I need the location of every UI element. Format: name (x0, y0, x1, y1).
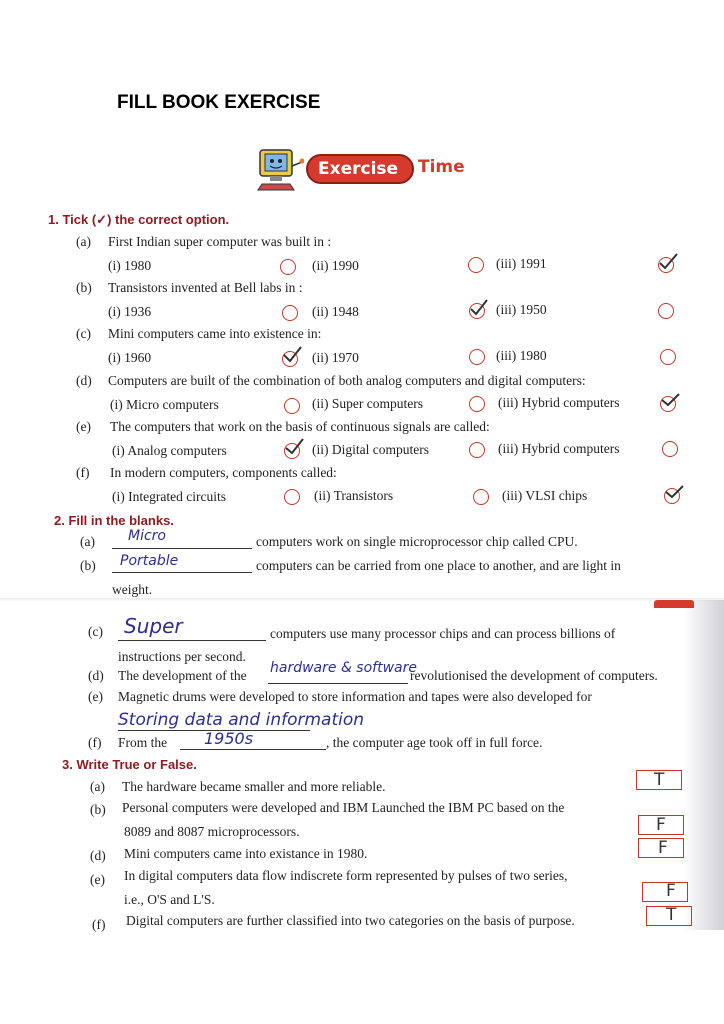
section3-heading: 3. Write True or False. (62, 757, 197, 772)
q-d-opt1: (i) Micro computers (110, 397, 219, 412)
q-b-opt2: (ii) 1948 (312, 304, 359, 319)
fill-f-text: , the computer age took off in full force. (326, 735, 543, 750)
page-fold-shadow (0, 598, 724, 602)
q-f-circle2[interactable] (473, 489, 489, 505)
q-c-circle3[interactable] (660, 349, 676, 365)
fill-a-answer: Micro (128, 528, 166, 544)
q-a-opt1: (i) 1980 (108, 258, 152, 273)
fill-d-blank[interactable] (268, 683, 408, 684)
tf-b-text2: 8089 and 8087 microprocessors. (124, 824, 300, 839)
q-b-circle3[interactable] (658, 303, 674, 319)
banner-suffix: Time (418, 157, 465, 177)
q-f-label: (f) (76, 465, 90, 480)
fill-b-text: computers can be carried from one place to another, and are light in (256, 558, 621, 573)
q-c-label: (c) (76, 326, 91, 341)
section2-heading: 2. Fill in the blanks. (54, 513, 174, 528)
q-a-text: First Indian super computer was built in : (108, 234, 332, 249)
q-d-opt3: (iii) Hybrid computers (498, 395, 620, 410)
q-e-label: (e) (76, 419, 91, 434)
tf-d-answer: F (658, 838, 668, 858)
banner-pill (306, 154, 414, 184)
q-a-opt2: (ii) 1990 (312, 258, 359, 273)
page-title: FILL BOOK EXERCISE (117, 92, 321, 113)
section1-heading: 1. Tick (✓) the correct option. (48, 212, 230, 227)
q-a-opt3: (iii) 1991 (496, 256, 547, 271)
q-b-text: Transistors invented at Bell labs in : (108, 280, 303, 295)
fill-d-text: revolutionised the development of computers. (410, 668, 658, 683)
fill-a-label: (a) (80, 534, 95, 549)
tf-e-answer: F (666, 881, 676, 901)
tf-e-text: In digital computers data flow indiscrete form represented by pulses of two series, (124, 868, 568, 883)
q-f-opt2: (ii) Transistors (314, 488, 394, 503)
tf-d-label: (d) (90, 848, 106, 863)
tf-f-answer: T (666, 905, 677, 925)
tf-a-answer: T (654, 770, 665, 790)
q-f-text: In modern computers, components called: (110, 465, 337, 480)
fill-f-label: (f) (88, 735, 102, 750)
banner-text: Exercise (318, 159, 399, 179)
page-edge-shadow (684, 600, 724, 930)
q-c-opt3: (iii) 1980 (496, 348, 547, 363)
fill-f-blank[interactable] (180, 749, 326, 750)
q-a-label: (a) (76, 234, 91, 249)
q-a-circle2[interactable] (468, 257, 484, 273)
tf-a-label: (a) (90, 779, 105, 794)
fill-f-pre: From the (118, 735, 168, 750)
q-e-circle2[interactable] (469, 442, 485, 458)
q-e-text: The computers that work on the basis of continuous signals are called: (110, 419, 490, 434)
q-a-circle1[interactable] (280, 259, 296, 275)
q-d-opt2: (ii) Super computers (312, 396, 423, 411)
tf-a-text: The hardware became smaller and more reliable. (122, 779, 386, 794)
tf-e-label: (e) (90, 872, 105, 887)
q-d-circle1[interactable] (284, 398, 300, 414)
check-mark-icon (664, 482, 684, 502)
fill-d-label: (d) (88, 668, 104, 683)
tf-e-box[interactable] (642, 882, 688, 902)
fill-b-label: (b) (80, 558, 96, 573)
fill-c-text2: instructions per second. (118, 649, 246, 664)
red-tab-marker (654, 600, 694, 608)
q-e-circle3[interactable] (662, 441, 678, 457)
check-mark-icon (468, 298, 488, 318)
fill-e-label: (e) (88, 689, 103, 704)
q-c-opt1: (i) 1960 (108, 350, 152, 365)
fill-a-blank[interactable] (112, 548, 252, 549)
fill-b-answer: Portable (120, 553, 179, 569)
fill-c-blank[interactable] (118, 640, 266, 641)
q-f-opt1: (i) Integrated circuits (112, 489, 226, 504)
fill-b-text2: weight. (112, 582, 153, 597)
check-mark-icon (282, 345, 302, 365)
tf-e-text2: i.e., O'S and L'S. (124, 892, 215, 907)
check-mark-icon (658, 252, 678, 272)
tf-b-answer: F (656, 815, 666, 835)
exercise-banner (254, 146, 474, 192)
q-e-opt3: (iii) Hybrid computers (498, 441, 620, 456)
q-c-opt2: (ii) 1970 (312, 350, 359, 365)
q-e-opt2: (ii) Digital computers (312, 442, 429, 457)
tf-b-label: (b) (90, 802, 106, 817)
fill-e-answer: Storing data and information (118, 710, 365, 730)
q-b-opt1: (i) 1936 (108, 304, 152, 319)
check-mark-icon (660, 390, 680, 410)
q-f-circle1[interactable] (284, 489, 300, 505)
fill-d-answer: hardware & software (270, 660, 417, 676)
fill-f-answer: 1950s (204, 729, 254, 748)
q-b-opt3: (iii) 1950 (496, 302, 547, 317)
q-b-circle1[interactable] (282, 305, 298, 321)
q-e-opt1: (i) Analog computers (112, 443, 227, 458)
fill-a-text: computers work on single microprocessor chip called CPU. (256, 534, 578, 549)
q-d-text: Computers are built of the combination of both analog computers and digital computers: (108, 373, 586, 388)
fill-c-label: (c) (88, 624, 103, 639)
tf-b-text: Personal computers were developed and IBM Launched the IBM PC based on the (122, 800, 565, 815)
tf-f-label: (f) (92, 917, 106, 932)
tf-d-text: Mini computers came into existance in 1980. (124, 846, 368, 861)
q-c-circle2[interactable] (469, 349, 485, 365)
fill-e-text: Magnetic drums were developed to store information and tapes were also developed for (118, 689, 592, 704)
fill-b-blank[interactable] (112, 572, 252, 573)
fill-c-answer: Super (124, 614, 183, 638)
q-b-label: (b) (76, 280, 92, 295)
fill-c-text: computers use many processor chips and can process billions of (270, 626, 616, 641)
fill-d-pre: The development of the (118, 668, 247, 683)
check-mark-icon (284, 437, 304, 457)
q-d-circle2[interactable] (469, 396, 485, 412)
q-f-opt3: (iii) VLSI chips (502, 488, 588, 503)
q-d-label: (d) (76, 373, 92, 388)
computer-mascot-icon (254, 146, 304, 192)
q-c-text: Mini computers came into existence in: (108, 326, 322, 341)
tf-f-text: Digital computers are further classified into two categories on the basis of purpose. (126, 913, 575, 928)
